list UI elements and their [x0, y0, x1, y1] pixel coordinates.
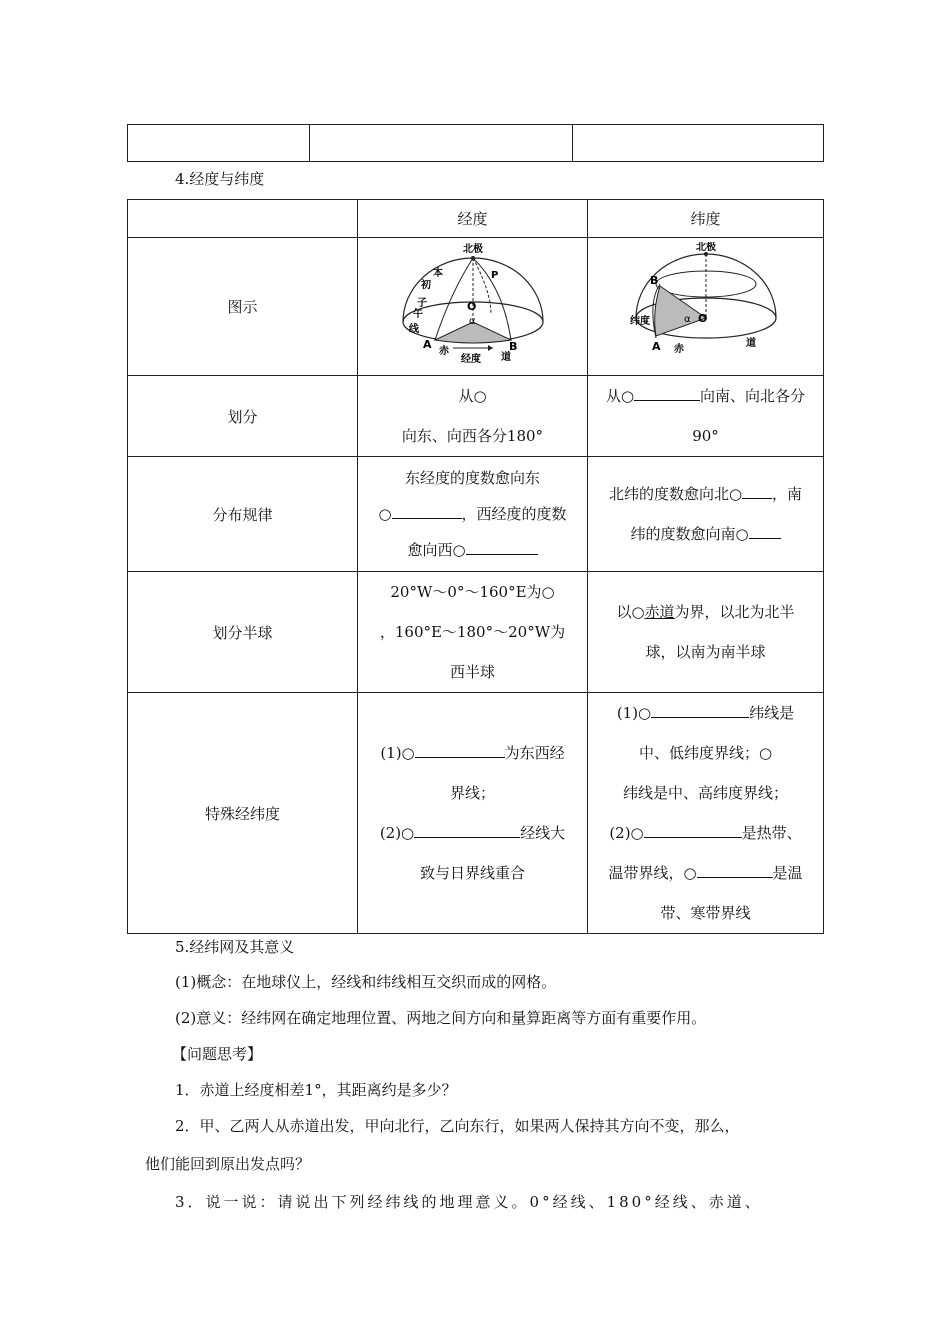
label-o: O — [697, 311, 707, 325]
header-cell-empty — [128, 200, 358, 238]
longitude-special-cell — [358, 693, 588, 934]
label-latitude: 纬度 — [629, 315, 650, 327]
text-line: ，160°E～180°～20°W为 — [379, 623, 566, 641]
text-line: 以○赤道为界，以北为北半 — [616, 603, 795, 621]
label-north-pole: 北极 — [695, 241, 716, 253]
label-char: 子 — [416, 297, 427, 309]
row-label-special: 特殊经纬度 — [128, 693, 358, 934]
text-line: 从○ 向南、向北各分 — [605, 387, 806, 405]
answer-blank[interactable] — [466, 539, 538, 555]
row-label-distribution: 分布规律 — [128, 457, 358, 572]
text-line: 纬的度数愈向南○ — [588, 514, 823, 554]
label-o: O — [466, 299, 476, 313]
section5-heading: 5.经纬网及其意义 — [175, 938, 295, 956]
header-latitude: 纬度 — [588, 200, 824, 238]
text-line: 温带界线，○ 是温 — [608, 864, 803, 882]
row-label-division: 划分 — [128, 376, 358, 457]
longitude-distribution-cell — [358, 457, 588, 572]
text-line: 致与日界线重合 — [419, 864, 525, 882]
answer-blank[interactable] — [414, 822, 520, 838]
text-line: 东经度的度数愈向东 — [404, 469, 540, 487]
answer-blank[interactable] — [415, 742, 505, 758]
text-line: 北纬的度数愈向北○ ，南 — [608, 485, 803, 503]
text-line: 向东、向西各分180° — [401, 427, 544, 445]
label-b: B — [508, 339, 517, 353]
header-longitude: 经度 — [358, 200, 588, 238]
question-3: 3．说一说：请说出下列经纬线的地理意义。0°经线、180°经线、赤道、 — [175, 1193, 763, 1211]
row-label-hemisphere: 划分半球 — [128, 572, 358, 693]
label-a: A — [651, 339, 661, 353]
text-line: (1)○ 为东西经 — [380, 744, 565, 762]
answer-blank[interactable] — [651, 702, 749, 718]
label-char: 初 — [420, 279, 431, 291]
longitude-hemisphere-diagram — [393, 242, 553, 368]
label-b: B — [649, 273, 658, 287]
text-line: 90° — [692, 427, 719, 445]
top-empty-table — [127, 124, 824, 162]
label-p: P — [490, 269, 498, 281]
label-a: A — [422, 337, 432, 351]
label-char: 午 — [412, 308, 423, 320]
lon-lat-table — [127, 199, 824, 934]
question-1: 1．赤道上经度相差1°，其距离约是多少？ — [175, 1081, 457, 1099]
latitude-special-cell — [588, 693, 824, 934]
text-line: 愈向西○ — [358, 532, 587, 568]
label-equator: 赤 — [673, 343, 684, 355]
label-alpha: α — [683, 313, 691, 325]
latitude-division-cell — [588, 376, 824, 457]
label-char: 线 — [408, 323, 419, 335]
underlined-answer: 赤道 — [644, 603, 675, 621]
questions-heading: 【问题思考】 — [172, 1045, 263, 1063]
text-line: ○ ，西经度的度数 — [378, 505, 567, 523]
latitude-hemisphere-cell — [588, 572, 824, 693]
label-dao: 道 — [745, 337, 756, 349]
text-line: 纬线是中、高纬度界线； — [622, 784, 788, 802]
answer-blank[interactable] — [742, 483, 772, 499]
longitude-division-cell — [358, 376, 588, 457]
latitude-hemisphere-diagram — [626, 242, 786, 368]
answer-blank[interactable] — [392, 503, 462, 519]
text-line: 界线； — [449, 784, 495, 802]
label-equator: 赤 — [438, 345, 449, 357]
latitude-distribution-cell — [588, 457, 824, 572]
text-line: 20°W～0°～160°E为○ — [390, 583, 555, 601]
text-line: (1)○ 纬线是 — [616, 704, 795, 722]
empty-cell — [128, 125, 310, 162]
longitude-hemisphere-cell — [358, 572, 588, 693]
question-2: 2．甲、乙两人从赤道出发，甲向北行，乙向东行，如果两人保持其方向不变，那么， — [175, 1117, 740, 1135]
section5-meaning: (2)意义：经纬网在确定地理位置、两地之间方向和量算距离等方面有重要作用。 — [175, 1009, 707, 1027]
section5-concept: (1)概念：在地球仪上，经线和纬线相互交织而成的网格。 — [175, 973, 557, 991]
answer-blank[interactable] — [634, 385, 700, 401]
empty-cell — [310, 125, 573, 162]
label-dao: 道 — [500, 351, 511, 363]
latitude-diagram-cell — [588, 238, 824, 376]
label-char: 本 — [432, 267, 443, 279]
section-heading: 4.经度与纬度 — [175, 170, 265, 188]
label-longitude: 经度 — [460, 353, 481, 365]
answer-blank[interactable] — [644, 822, 742, 838]
answer-blank[interactable] — [697, 862, 773, 878]
text-line: (2)○ 经线大 — [379, 824, 566, 842]
text-line: 从○ — [458, 387, 487, 405]
row-label-diagram: 图示 — [128, 238, 358, 376]
answer-blank[interactable] — [749, 523, 781, 539]
question-2-cont: 他们能回到原出发点吗？ — [145, 1155, 311, 1173]
text-line: 球，以南为南半球 — [645, 643, 766, 661]
longitude-diagram-cell — [358, 238, 588, 376]
text-line: 中、低纬度界线；○ — [638, 744, 773, 762]
label-alpha: α — [468, 315, 476, 327]
label-north-pole: 北极 — [462, 243, 483, 255]
empty-cell — [573, 125, 824, 162]
text-line: 带、寒带界线 — [660, 904, 751, 922]
text-line: 西半球 — [449, 663, 495, 681]
text-line: (2)○ 是热带、 — [609, 824, 802, 842]
